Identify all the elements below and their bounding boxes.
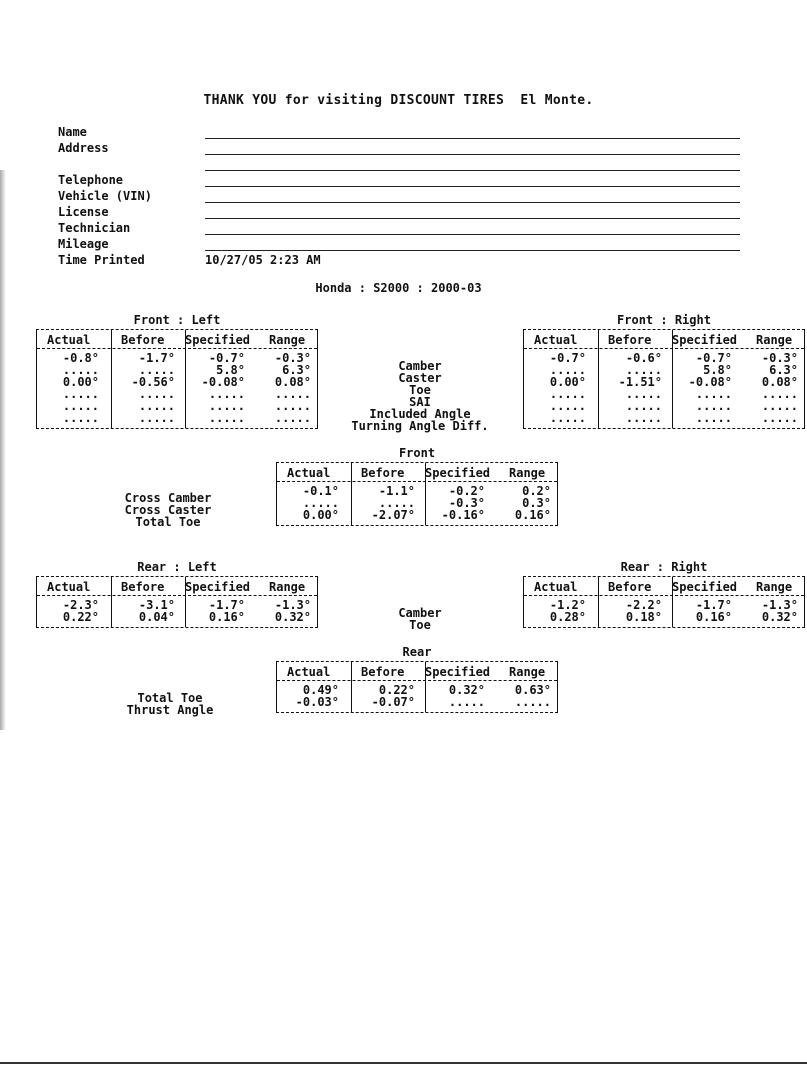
cell-actual: -0.7° (549, 351, 586, 365)
column-header-specified: Specified (672, 580, 738, 594)
column-divider (672, 577, 673, 627)
cell-actual: ..... (549, 411, 586, 425)
column-header-actual: Actual (287, 665, 331, 679)
cell-actual: 0.00° (549, 375, 586, 389)
cell-actual: -2.3° (62, 598, 99, 612)
column-header-actual: Actual (534, 333, 578, 347)
table-title: Front (398, 446, 436, 460)
column-divider (351, 463, 352, 525)
column-header-before: Before (608, 580, 652, 594)
cell-actual: -1.2° (549, 598, 586, 612)
field-label: Telephone (58, 173, 124, 187)
label-thrust-angle: Thrust Angle (126, 703, 214, 717)
field-label: Vehicle (VIN) (58, 189, 152, 203)
cell-actual: 0.28° (549, 610, 586, 624)
front-measurement-labels (330, 360, 510, 432)
column-header-actual: Actual (534, 580, 578, 594)
cell-specified: -0.3° (448, 496, 485, 510)
cell-actual: ..... (62, 387, 99, 401)
cell-actual: ..... (549, 363, 586, 377)
column-header-specified: Specified (425, 466, 491, 480)
cell-range: ..... (761, 387, 798, 401)
cell-before: -0.56° (131, 375, 175, 389)
label-rear-total-toe: Total Toe (137, 691, 203, 705)
field-value: 10/27/05 2:23 AM (205, 253, 321, 267)
rear-measurement-labels (360, 607, 480, 631)
page-title: THANK YOU for visiting DISCOUNT TIRES El Monte. (203, 93, 594, 108)
cell-actual: ..... (62, 363, 99, 377)
cell-actual: -0.03° (295, 695, 339, 709)
table-title: Front : Left (133, 313, 221, 327)
cell-actual: 0.00° (302, 508, 339, 522)
cell-before: -0.07° (371, 695, 415, 709)
cell-specified: -1.7° (208, 598, 245, 612)
label-cross-caster: Cross Caster (124, 503, 212, 517)
table-header (524, 330, 804, 349)
cell-before: ..... (625, 411, 662, 425)
label-rear-camber: Camber (398, 606, 442, 620)
cell-range: 6.3° (282, 363, 311, 377)
cell-specified: ..... (208, 387, 245, 401)
column-header-specified: Specified (672, 333, 738, 347)
cell-range: ..... (274, 387, 311, 401)
cell-specified: 0.16° (208, 610, 245, 624)
cell-specified: -0.7° (695, 351, 732, 365)
cell-before: -0.6° (625, 351, 662, 365)
cell-before: -3.1° (138, 598, 175, 612)
column-header-range: Range (269, 580, 306, 594)
cell-specified: -0.08° (688, 375, 732, 389)
cell-range: ..... (274, 411, 311, 425)
cell-range: ..... (514, 695, 551, 709)
label-rear-toe: Toe (409, 618, 431, 632)
column-header-before: Before (608, 333, 652, 347)
cell-range: 0.2° (522, 484, 551, 498)
field-label: Address (58, 141, 109, 155)
cell-actual: ..... (302, 496, 339, 510)
cell-specified: -0.2° (448, 484, 485, 498)
cell-specified: -0.08° (201, 375, 245, 389)
cell-range: 0.63° (514, 683, 551, 697)
column-header-range: Range (509, 466, 546, 480)
cell-specified: -0.16° (441, 508, 485, 522)
column-header-range: Range (269, 333, 306, 347)
cell-specified: -0.7° (208, 351, 245, 365)
column-divider (185, 330, 186, 428)
cell-actual: -0.1° (302, 484, 339, 498)
cell-actual: 0.49° (302, 683, 339, 697)
field-label: Technician (58, 221, 131, 235)
column-header-before: Before (121, 333, 165, 347)
cell-specified: 0.32° (448, 683, 485, 697)
cell-specified: ..... (208, 399, 245, 413)
cell-actual: 0.00° (62, 375, 99, 389)
cell-range: 0.08° (761, 375, 798, 389)
column-header-specified: Specified (425, 665, 491, 679)
cell-before: -1.7° (138, 351, 175, 365)
column-divider (111, 330, 112, 428)
table-row (37, 412, 317, 424)
cell-before: ..... (625, 363, 662, 377)
column-divider (598, 577, 599, 627)
label-cross-camber: Cross Camber (124, 491, 212, 505)
cell-specified: -1.7° (695, 598, 732, 612)
column-header-specified: Specified (185, 580, 251, 594)
column-header-range: Range (756, 333, 793, 347)
cell-range: 6.3° (769, 363, 798, 377)
field-underline (205, 186, 740, 187)
field-underline (205, 250, 740, 251)
cell-actual: ..... (549, 387, 586, 401)
label-included-angle: Included Angle (369, 407, 471, 421)
cell-actual: 0.22° (62, 610, 99, 624)
cell-range: 0.16° (514, 508, 551, 522)
cell-before: 0.04° (138, 610, 175, 624)
cell-before: ..... (138, 363, 175, 377)
cell-range: ..... (274, 399, 311, 413)
field-underline (205, 170, 740, 171)
column-divider (425, 463, 426, 525)
table-title: Rear : Left (137, 560, 217, 574)
table-header (37, 577, 317, 596)
cell-before: ..... (625, 387, 662, 401)
column-divider (351, 662, 352, 712)
column-header-before: Before (361, 665, 405, 679)
column-divider (672, 330, 673, 428)
table-header (37, 330, 317, 349)
field-underline (205, 138, 740, 139)
cell-before: -1.51° (618, 375, 662, 389)
label-total-toe: Total Toe (135, 515, 201, 529)
column-header-specified: Specified (185, 333, 251, 347)
cell-before: 0.22° (378, 683, 415, 697)
column-header-actual: Actual (47, 580, 91, 594)
field-underline (205, 154, 740, 155)
cell-specified: ..... (695, 387, 732, 401)
cell-before: ..... (625, 399, 662, 413)
cell-range: -0.3° (761, 351, 798, 365)
column-header-range: Range (756, 580, 793, 594)
cell-specified: 5.8° (216, 363, 245, 377)
label-turning-angle-diff: Turning Angle Diff. (351, 419, 489, 433)
column-header-before: Before (361, 466, 405, 480)
table-header (277, 662, 557, 681)
front-total-labels (90, 492, 246, 528)
vehicle-info: Honda : S2000 : 2000-03 (315, 281, 482, 295)
cell-before: -2.07° (371, 508, 415, 522)
cell-specified: ..... (208, 411, 245, 425)
cell-actual: ..... (549, 399, 586, 413)
cell-before: 0.18° (625, 610, 662, 624)
table-row (37, 611, 317, 623)
cell-before: ..... (378, 496, 415, 510)
label-camber: Camber (398, 359, 442, 373)
cell-range: ..... (761, 411, 798, 425)
column-header-before: Before (121, 580, 165, 594)
field-underline (205, 234, 740, 235)
cell-before: -1.1° (378, 484, 415, 498)
column-header-actual: Actual (47, 333, 91, 347)
cell-specified: 0.16° (695, 610, 732, 624)
table-header (524, 577, 804, 596)
field-underline (205, 202, 740, 203)
cell-before: -2.2° (625, 598, 662, 612)
label-toe: Toe (409, 383, 431, 397)
field-label: Name (58, 125, 87, 139)
field-label: Mileage (58, 237, 109, 251)
table-row (524, 611, 804, 623)
table-title: Front : Right (617, 313, 711, 327)
table-row (277, 696, 557, 708)
label-sai: SAI (409, 395, 431, 409)
table-row (277, 509, 557, 521)
column-header-range: Range (509, 665, 546, 679)
table-title: Rear (402, 645, 432, 659)
cell-before: ..... (138, 411, 175, 425)
column-header-actual: Actual (287, 466, 331, 480)
cell-range: 0.32° (274, 610, 311, 624)
column-divider (425, 662, 426, 712)
table-title: Rear : Right (620, 560, 708, 574)
cell-specified: ..... (695, 411, 732, 425)
column-divider (598, 330, 599, 428)
cell-actual: ..... (62, 411, 99, 425)
column-divider (185, 577, 186, 627)
column-divider (111, 577, 112, 627)
cell-range: ..... (761, 399, 798, 413)
cell-range: -0.3° (274, 351, 311, 365)
cell-range: -1.3° (274, 598, 311, 612)
cell-specified: 5.8° (703, 363, 732, 377)
cell-range: 0.3° (522, 496, 551, 510)
cell-range: -1.3° (761, 598, 798, 612)
field-label: Time Printed (58, 253, 145, 267)
scan-edge-shadow (0, 170, 6, 730)
cell-actual: ..... (62, 399, 99, 413)
cell-actual: -0.8° (62, 351, 99, 365)
cell-specified: ..... (448, 695, 485, 709)
rear-total-labels (100, 692, 240, 716)
cell-range: 0.08° (274, 375, 311, 389)
page-bottom-edge (0, 1062, 807, 1064)
field-label: License (58, 205, 109, 219)
cell-before: ..... (138, 387, 175, 401)
field-underline (205, 218, 740, 219)
cell-before: ..... (138, 399, 175, 413)
label-caster: Caster (398, 371, 442, 385)
cell-specified: ..... (695, 399, 732, 413)
table-header (277, 463, 557, 482)
cell-range: 0.32° (761, 610, 798, 624)
table-row (524, 412, 804, 424)
